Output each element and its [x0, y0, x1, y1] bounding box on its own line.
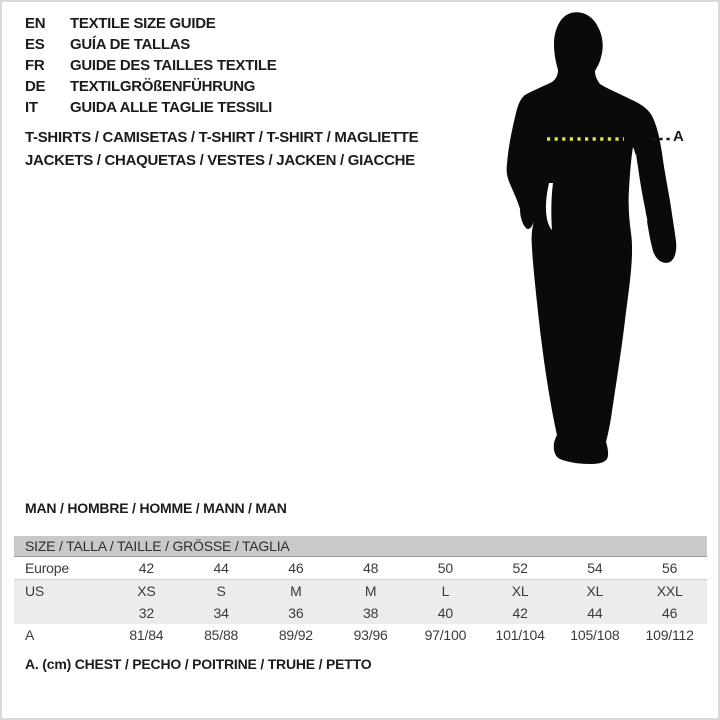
language-code: FR	[25, 57, 45, 74]
language-code: DE	[25, 78, 46, 95]
table-cell: S	[216, 583, 226, 599]
table-row-chest-cm	[14, 624, 707, 646]
table-cell: 85/88	[204, 627, 239, 643]
row-label: Europe	[25, 560, 69, 576]
language-label: TEXTILGRÖßENFÜHRUNG	[70, 78, 256, 95]
language-list	[25, 13, 276, 118]
table-cell: 105/108	[570, 627, 620, 643]
product-line-jackets: JACKETS / CHAQUETAS / VESTES / JACKEN / GIACCHE	[25, 152, 415, 169]
language-label: TEXTILE SIZE GUIDE	[70, 15, 216, 32]
man-figure	[440, 0, 720, 500]
table-cell: 38	[363, 605, 379, 621]
table-cell: 109/112	[645, 627, 694, 643]
table-cell: 101/104	[495, 627, 545, 643]
row-label	[14, 602, 109, 624]
table-cell: 97/100	[424, 627, 467, 643]
language-code: EN	[25, 15, 46, 32]
table-cell: 48	[363, 560, 379, 576]
product-line-tshirts: T-SHIRTS / CAMISETAS / T-SHIRT / T-SHIRT / MAGLIETTE	[25, 129, 419, 146]
table-cell: 46	[662, 605, 678, 621]
man-silhouette	[440, 0, 720, 500]
table-cell: L	[441, 583, 450, 599]
table-row-alt-size	[14, 602, 707, 624]
language-label: GUIDE DES TAILLES TEXTILE	[70, 57, 277, 74]
table-row-europe	[14, 557, 707, 579]
table-cell: 89/92	[278, 627, 313, 643]
size-table-header: SIZE / TALLA / TAILLE / GRÖSSE / TAGLIA	[14, 536, 707, 557]
table-cell: 40	[437, 605, 453, 621]
table-cell: 42	[138, 560, 154, 576]
table-cell: XS	[137, 583, 156, 599]
table-cell: 81/84	[129, 627, 164, 643]
table-cell: XL	[511, 583, 529, 599]
table-row-us	[14, 579, 707, 602]
size-table	[14, 536, 707, 646]
table-cell: 42	[512, 605, 528, 621]
table-cell: M	[364, 583, 377, 599]
table-cell: M	[290, 583, 302, 599]
table-cell: XL	[586, 583, 604, 599]
table-cell: 52	[512, 560, 528, 576]
table-cell: 44	[213, 560, 229, 576]
table-cell: 93/96	[353, 627, 388, 643]
product-categories	[25, 126, 418, 172]
language-label: GUÍA DE TALLAS	[70, 36, 190, 53]
language-code: IT	[25, 99, 38, 116]
language-label: GUIDA ALLE TAGLIE TESSILI	[70, 99, 272, 116]
language-code: ES	[25, 36, 45, 53]
table-cell: XXL	[656, 583, 683, 599]
table-cell: 44	[587, 605, 603, 621]
table-cell: 36	[288, 605, 304, 621]
section-title-man: MAN / HOMBRE / HOMME / MANN / MAN	[25, 500, 287, 516]
chest-measure-label: A	[673, 128, 684, 145]
row-label: A	[25, 627, 35, 643]
table-cell: 54	[587, 560, 603, 576]
table-cell: 32	[138, 605, 154, 621]
table-cell: 50	[437, 560, 453, 576]
table-cell: 46	[288, 560, 304, 576]
measurement-footnote: A. (cm) CHEST / PECHO / POITRINE / TRUHE / PETTO	[25, 656, 372, 672]
row-label: US	[25, 583, 45, 599]
table-cell: 56	[662, 560, 678, 576]
table-cell: 34	[213, 605, 229, 621]
